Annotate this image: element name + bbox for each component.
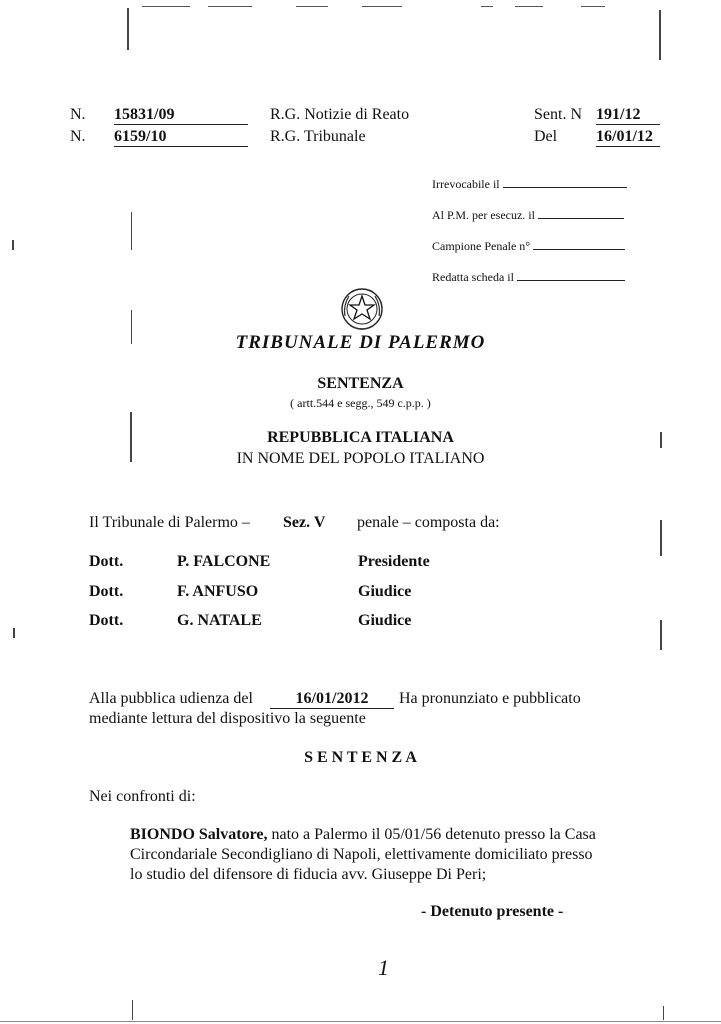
hearing-date: 16/01/2012 — [270, 690, 394, 709]
judge-role: Giudice — [358, 583, 412, 600]
admin-field-line — [503, 187, 627, 188]
defendant-details: lo studio del difensore di fiducia avv. Giuseppe Di Peri; — [130, 866, 487, 883]
page-number: 1 — [378, 955, 389, 980]
judge-role: Giudice — [358, 612, 412, 629]
judge-title: Dott. — [89, 612, 124, 629]
admin-field-line — [517, 280, 625, 281]
against-label: Nei confronti di: — [89, 788, 196, 805]
n-label: N. — [70, 106, 86, 123]
judge-name: G. NATALE — [177, 612, 262, 629]
judge-role: Presidente — [358, 553, 430, 570]
hearing-suffix: Ha pronunziato e pubblicato — [399, 690, 581, 707]
judge-name: F. ANFUSO — [177, 583, 259, 600]
defendant-surname: BIONDO — [130, 826, 195, 843]
defendant-details: Circondariale Secondigliano di Napoli, elettivamente domiciliato presso — [130, 846, 593, 863]
admin-field: Irrevocabile il — [432, 177, 627, 192]
hearing-line2: mediante lettura del dispositivo la seguente — [89, 710, 366, 727]
hearing-prefix: Alla pubblica udienza del — [89, 690, 253, 707]
composition-intro-end: penale – composta da: — [357, 514, 500, 531]
republic-line: REPUBBLICA ITALIANA — [267, 429, 454, 446]
admin-field: Al P.M. per esecuz. il — [432, 208, 624, 223]
court-title: TRIBUNALE DI PALERMO — [235, 332, 486, 353]
italian-republic-emblem-icon — [339, 286, 385, 332]
admin-field-line — [538, 218, 624, 219]
section-label: Sez. V — [283, 514, 326, 531]
sentence-title: S E N T E N Z A — [304, 749, 417, 766]
composition-intro: Il Tribunale di Palermo – — [89, 514, 250, 531]
judge-title: Dott. — [89, 553, 124, 570]
defendant-name: Salvatore, — [198, 826, 268, 843]
admin-field-line — [533, 249, 625, 250]
n-label: N. — [70, 128, 86, 145]
people-line: IN NOME DEL POPOLO ITALIANO — [236, 450, 485, 467]
admin-field: Redatta scheda il — [432, 270, 625, 285]
sentence-heading-title: SENTENZA — [317, 375, 404, 392]
defendant-details: nato a Palermo il 05/01/56 detenuto presso la Casa — [271, 826, 596, 843]
register-label: R.G. Tribunale — [270, 128, 366, 145]
del-date: 16/01/12 — [596, 128, 660, 147]
sent-number: 191/12 — [596, 106, 660, 125]
judge-name: P. FALCONE — [177, 553, 271, 570]
defendant-line — [130, 826, 596, 844]
register-label: R.G. Notizie di Reato — [270, 106, 410, 123]
sentence-heading-articles: ( artt.544 e segg., 549 c.p.p. ) — [290, 396, 431, 410]
tribunale-number: 6159/10 — [114, 128, 248, 147]
admin-field: Campione Penale n° — [432, 239, 625, 254]
sent-label: Sent. N — [534, 106, 582, 123]
judge-title: Dott. — [89, 583, 124, 600]
notizie-reato-number: 15831/09 — [114, 106, 248, 125]
del-label: Del — [534, 128, 558, 145]
defendant-status: - Detenuto presente - — [421, 903, 564, 920]
